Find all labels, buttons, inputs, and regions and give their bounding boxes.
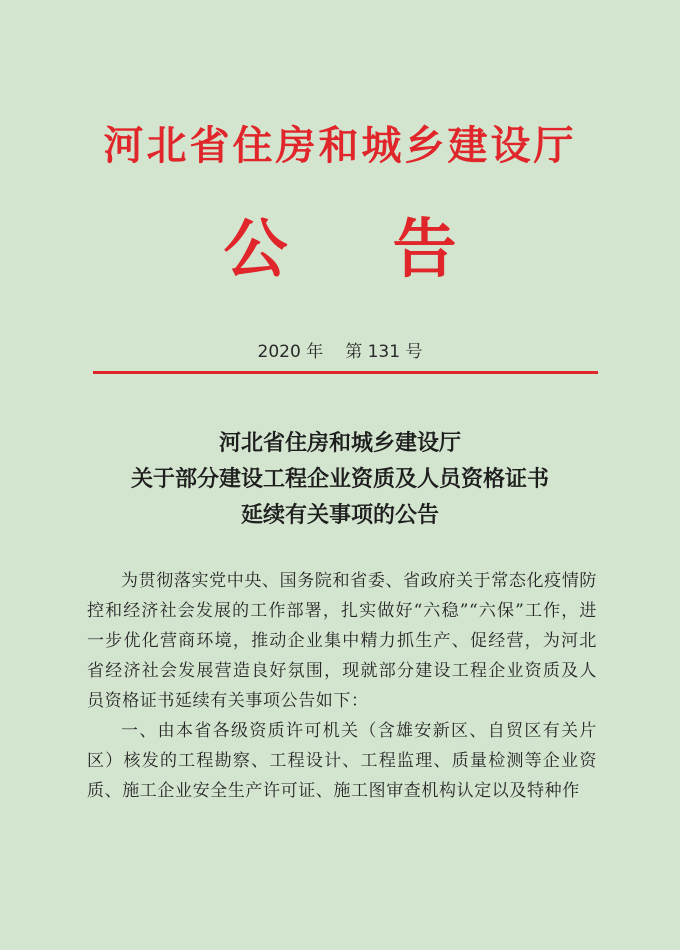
red-divider — [93, 371, 598, 374]
document-year: 2020 年 — [257, 342, 324, 362]
doc-type-char-gong: 公 — [223, 212, 288, 287]
document-number — [0, 340, 680, 364]
issuing-org-title: 河北省住房和城乡建设厅 — [103, 122, 577, 169]
document-serial: 第 131 号 — [345, 342, 423, 362]
body-paragraph-1: 为贯彻落实党中央、国务院和省委、省政府关于常态化疫情防控和经济社会发展的工作部署，扎实做好“六稳”“六保”工作，进一步优化营商环境，推动企业集中精力抓生产、促经营，为河北省经济社会发展营造良好氛围，现就部分建设工程企业资质及人员资格证书延续有关事项公告如下： — [87, 571, 597, 711]
headline-line-1: 河北省住房和城乡建设厅 — [218, 430, 461, 456]
announcement-body — [87, 566, 597, 806]
document-type-heading — [0, 212, 680, 288]
doc-type-char-gao: 告 — [392, 212, 457, 287]
headline-line-3: 延续有关事项的公告 — [240, 502, 439, 528]
announcement-headline — [0, 425, 680, 533]
body-paragraph-2: 一、由本省各级资质许可机关（含雄安新区、自贸区有关片区）核发的工程勘察、工程设计、工程监理、质量检测等企业资质、施工企业安全生产许可证、施工图审查机构认定以及特种作 — [87, 721, 597, 801]
headline-line-2: 关于部分建设工程企业资质及人员资格证书 — [130, 466, 549, 492]
